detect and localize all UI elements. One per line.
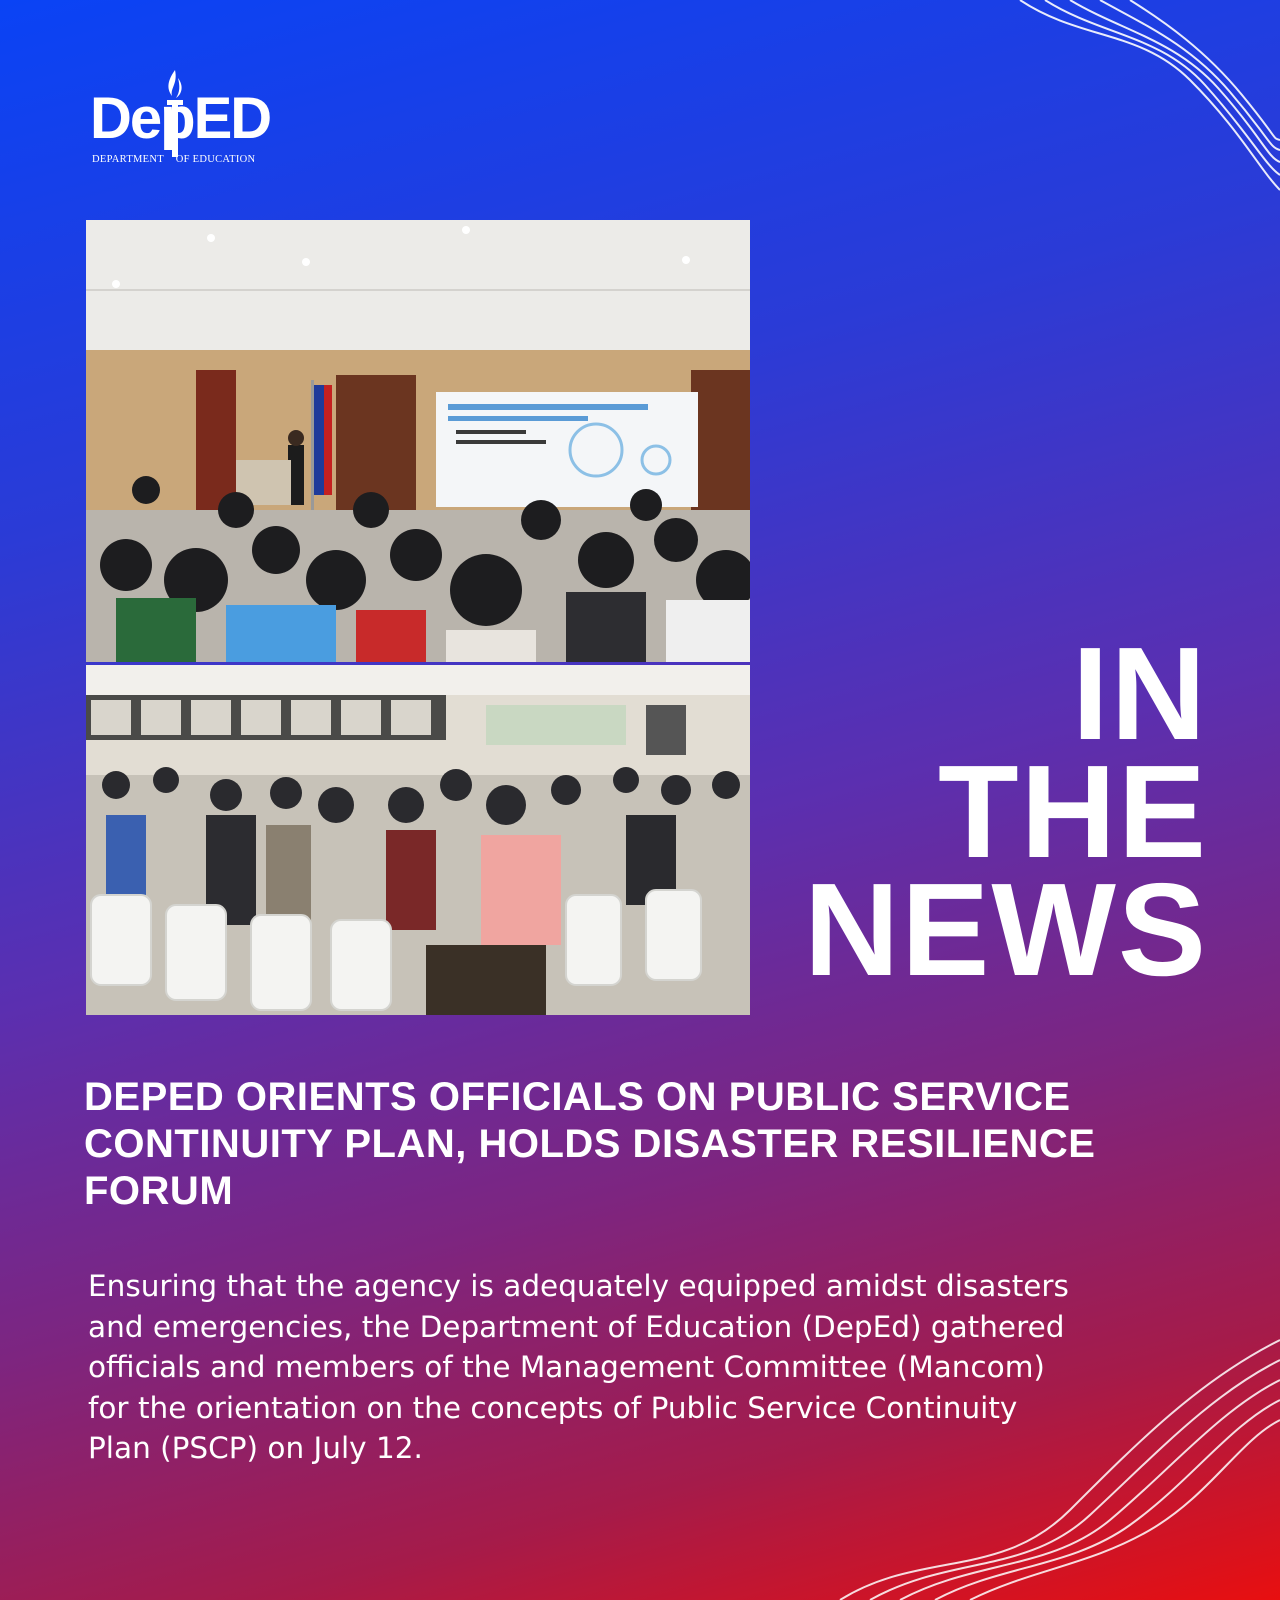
photo-audience bbox=[86, 665, 750, 1015]
banner-line-in: IN bbox=[1072, 620, 1208, 767]
event-photos bbox=[86, 220, 750, 1015]
deped-logo bbox=[90, 70, 290, 170]
logo-wordmark: DepED bbox=[90, 86, 271, 151]
article-headline: DEPED ORIENTS OFFICIALS ON PUBLIC SERVICE CONTINUITY PLAN, HOLDS DISASTER RESILIENCE FORUM bbox=[84, 1075, 1096, 1213]
decorative-waves-top bbox=[960, 0, 1280, 230]
in-the-news-banner bbox=[768, 620, 1208, 1003]
logo-subtitle: DEPARTMENT OF EDUCATION bbox=[92, 154, 256, 165]
article-body: Ensuring that the agency is adequately equipped amidst disasters and emergencies, the Department of Education (DepEd) gathered officials and members of the Management Committee (Mancom) for the orientation on the concepts of Public Service Continuity Plan (PSCP) on July 12. bbox=[88, 1269, 1069, 1465]
banner-line-the: THE bbox=[938, 738, 1208, 885]
photo-presentation bbox=[86, 220, 750, 662]
banner-line-news: NEWS bbox=[804, 856, 1208, 1003]
